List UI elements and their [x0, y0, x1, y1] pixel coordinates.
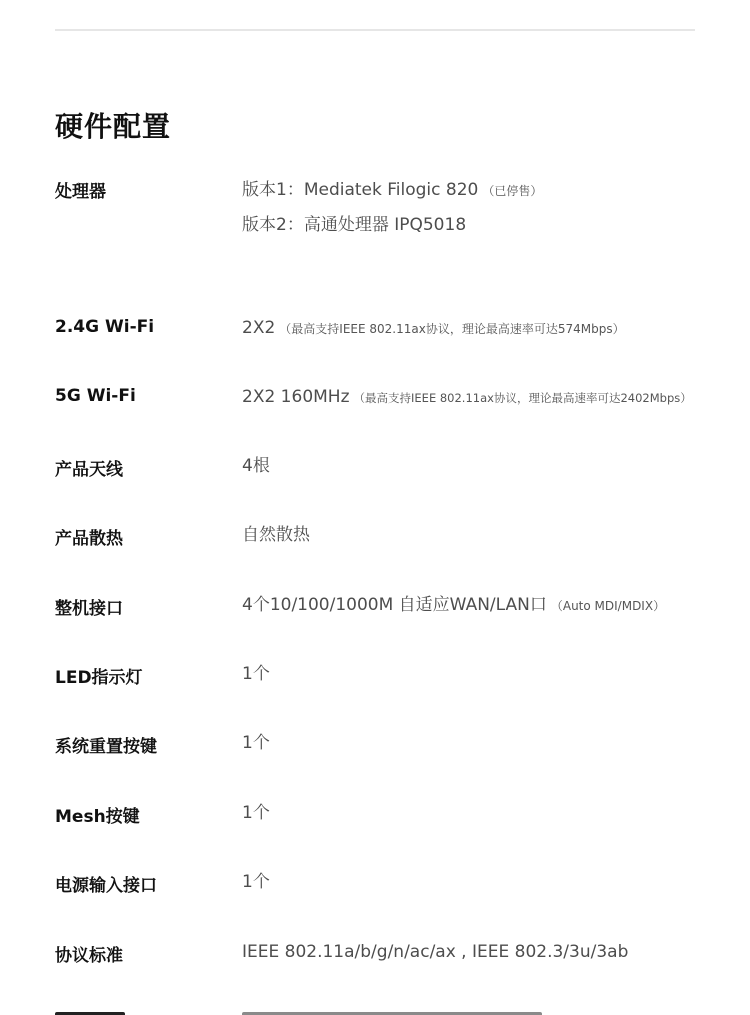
- spec-value-note: （最高支持IEEE 802.11ax协议，理论最高速率可达574Mbps）: [279, 322, 625, 336]
- spec-value: [242, 449, 722, 484]
- spec-value-text: 1个: [242, 664, 270, 684]
- spec-value-line: [242, 865, 722, 900]
- spec-label: 处理器: [55, 182, 106, 202]
- spec-value-note: （最高支持IEEE 802.11ax协议，理论最高速率可达2402Mbps）: [353, 391, 692, 405]
- spec-label: 协议标准: [55, 946, 123, 966]
- spec-value-line: [242, 796, 722, 831]
- spec-label: 产品散热: [55, 529, 123, 549]
- spec-value-text: 1个: [242, 733, 270, 753]
- spec-value: [242, 865, 722, 900]
- spec-value-line: [242, 380, 722, 415]
- spec-value: [242, 588, 722, 623]
- spec-value: [242, 935, 722, 970]
- spec-label: 整机接口: [55, 599, 123, 619]
- spec-label: 系统重置按键: [55, 737, 157, 757]
- spec-value-text: 自然散热: [242, 525, 310, 545]
- spec-value: [242, 380, 722, 415]
- spec-label: 电源输入接口: [55, 876, 157, 896]
- spec-row-cut-off: [0, 1008, 750, 1015]
- spec-value-text: IEEE 802.11a/b/g/n/ac/ax , IEEE 802.3/3u/3ab: [242, 942, 629, 962]
- spec-label: 产品天线: [55, 460, 123, 480]
- spec-value-line: [242, 935, 722, 970]
- spec-value: [242, 518, 722, 553]
- spec-value-text: 4根: [242, 456, 270, 476]
- spec-value: [242, 726, 722, 761]
- spec-label: LED指示灯: [55, 668, 143, 688]
- spec-value-text: 2X2 160MHz: [242, 387, 350, 407]
- spec-value-line: [242, 311, 722, 346]
- page-title: 硬件配置: [55, 109, 172, 143]
- spec-value-line: [242, 657, 722, 692]
- spec-value-text: 1个: [242, 872, 270, 892]
- spec-value-text: 1个: [242, 803, 270, 823]
- spec-value-text: 版本2：高通处理器 IPQ5018: [242, 215, 467, 235]
- spec-value-line: [242, 449, 722, 484]
- spec-value-note: （Auto MDI/MDIX）: [550, 599, 666, 613]
- spec-value: [242, 657, 722, 692]
- top-divider: [55, 29, 695, 31]
- spec-value-line: [242, 173, 722, 208]
- spec-value-note: （已停售）: [482, 184, 543, 198]
- spec-value-line: [242, 726, 722, 761]
- spec-label: Mesh按键: [55, 807, 140, 827]
- spec-value: [242, 173, 722, 243]
- spec-label: 2.4G Wi-Fi: [55, 317, 155, 337]
- spec-value-text: 2X2: [242, 318, 276, 338]
- spec-value-line: [242, 518, 722, 553]
- spec-value-text: 4个10/100/1000M 自适应WAN/LAN口: [242, 595, 547, 615]
- spec-value: [242, 311, 722, 346]
- spec-value-text: 版本1：Mediatek Filogic 820: [242, 180, 479, 200]
- spec-value-line: [242, 208, 722, 243]
- spec-label: 5G Wi-Fi: [55, 386, 136, 406]
- spec-value-line: [242, 588, 722, 623]
- spec-value: [242, 796, 722, 831]
